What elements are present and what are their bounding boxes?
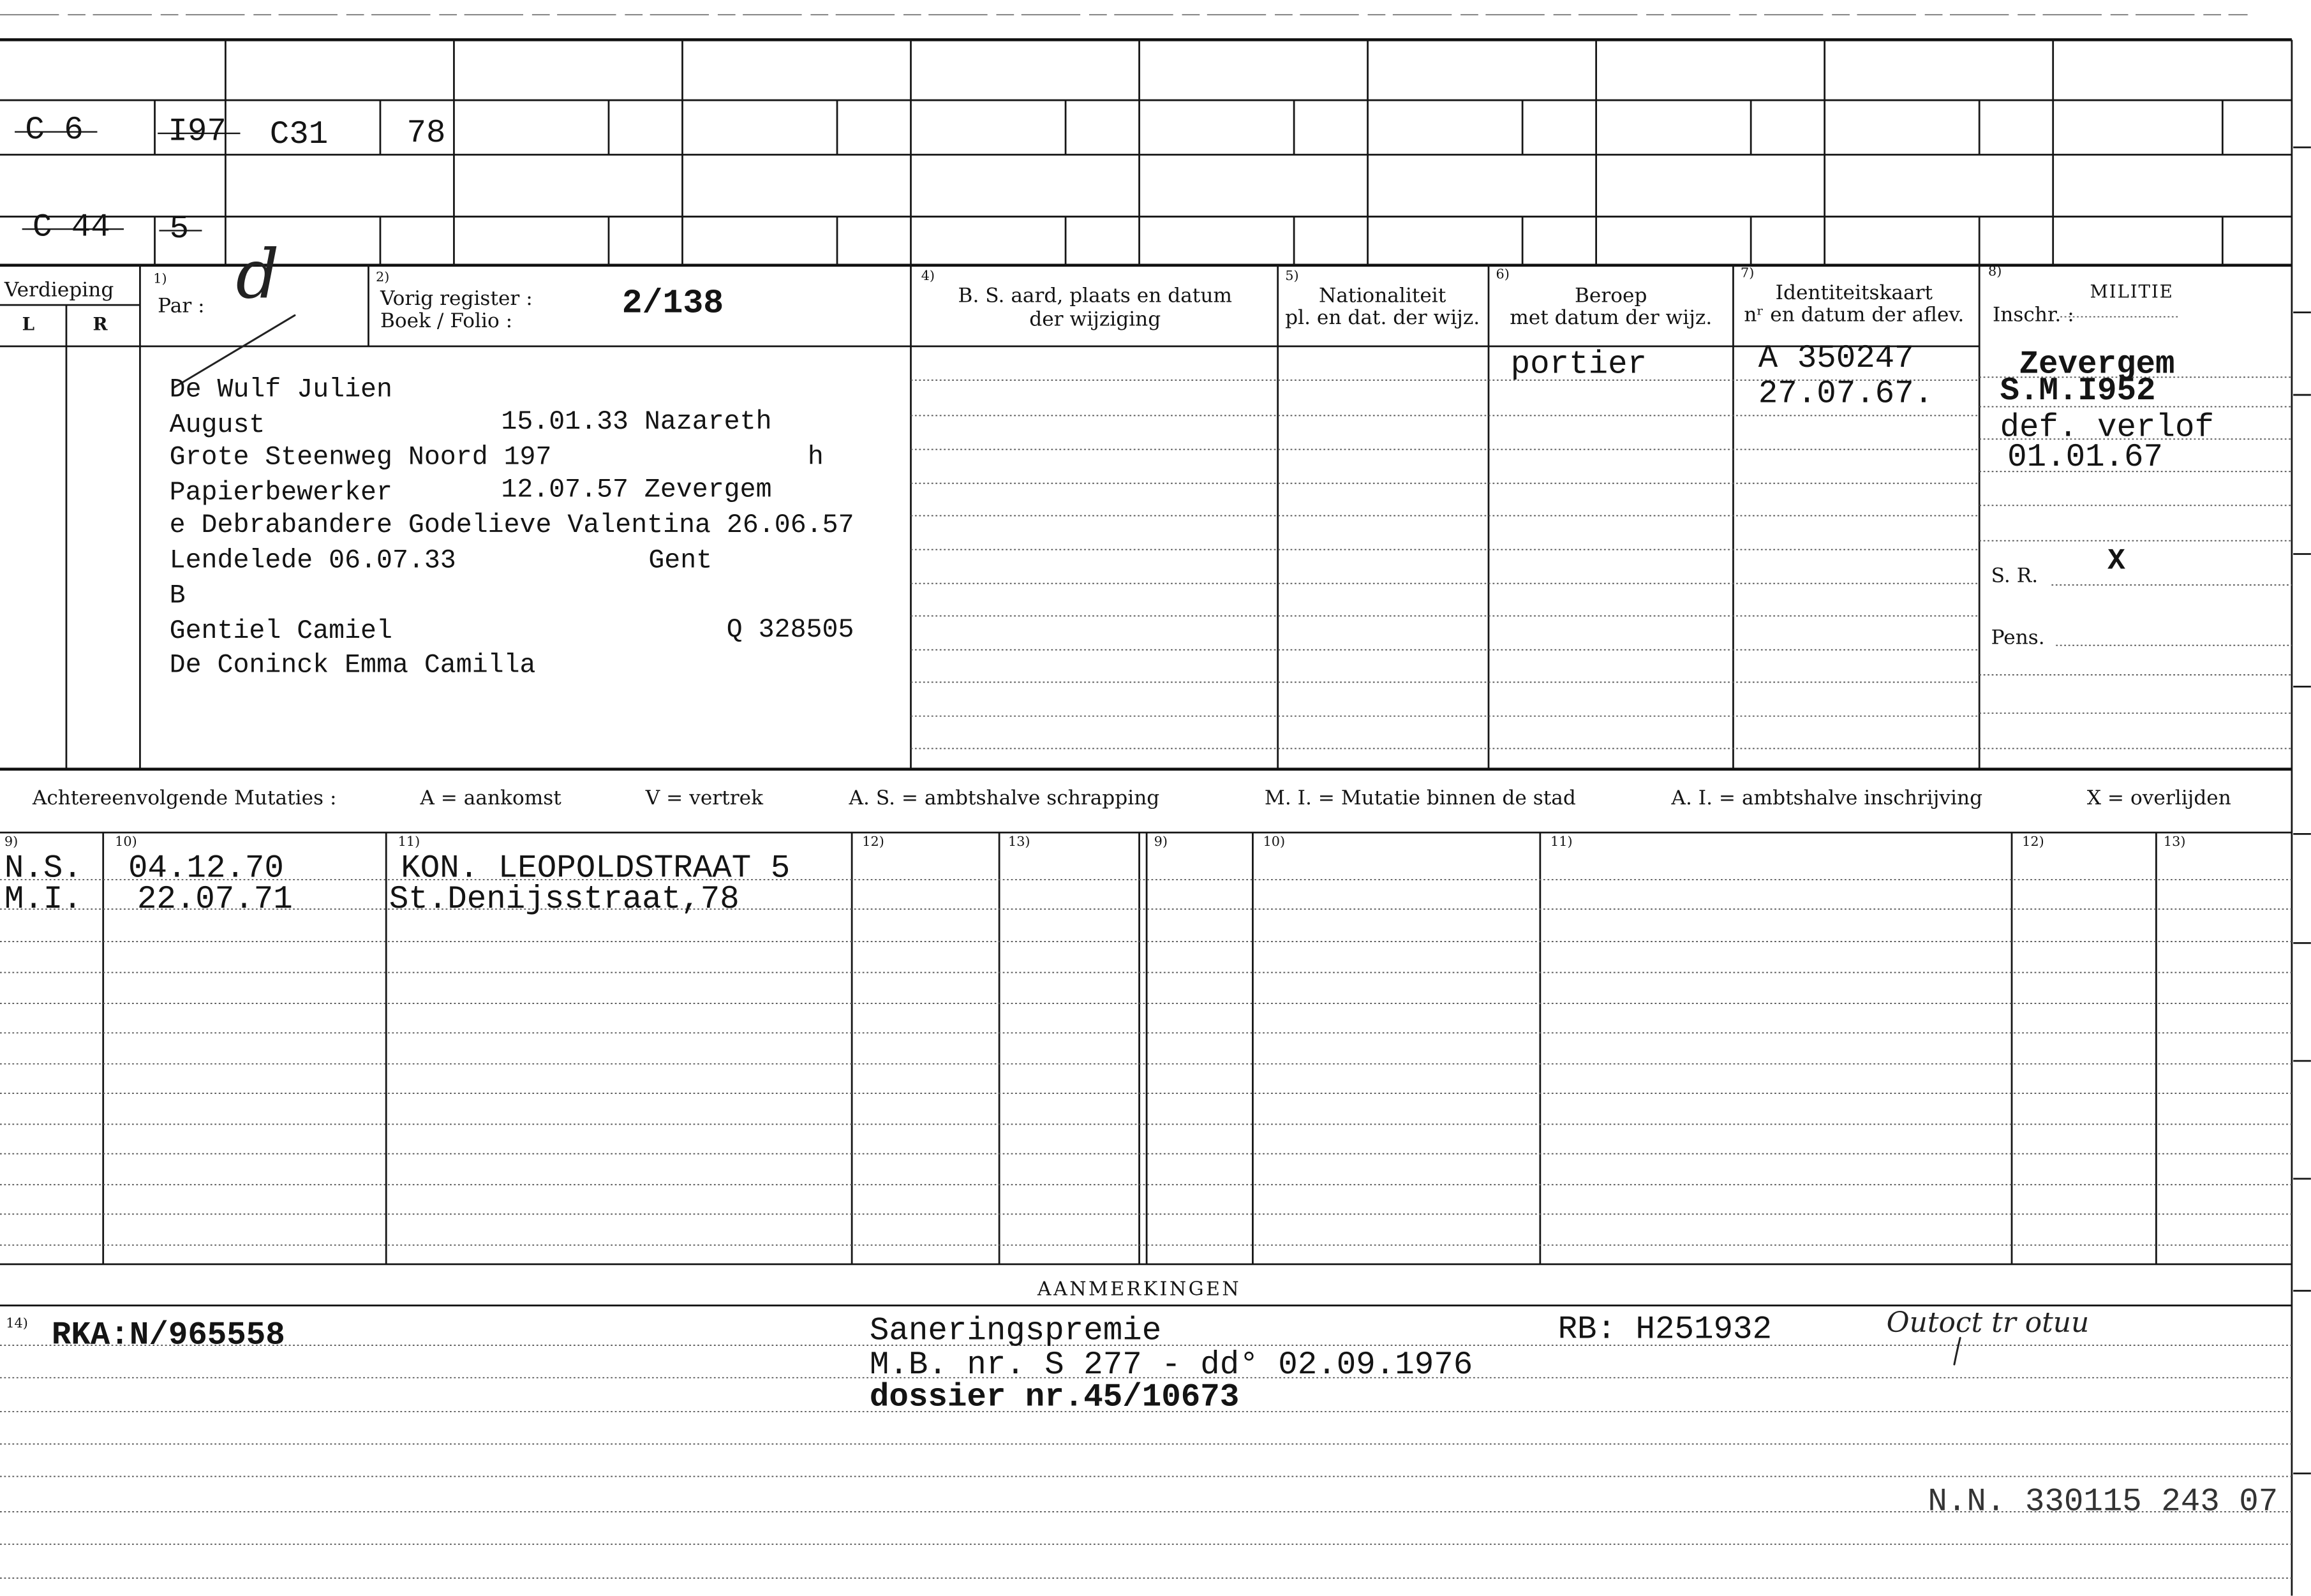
person-extra: Gent [648,546,713,577]
legend-item: V = vertrek [645,787,763,811]
legend-item: A = aankomst [420,787,561,811]
mutation-type: N.S. [4,850,82,887]
person-extra: h [807,443,824,473]
legend-item: A. I. = ambtshalve inschrijving [1671,787,1983,811]
identiteitskaart-header-line2: nʳ en datum der aflev. [1744,303,1965,327]
boek-folio-label: Boek / Folio : [380,309,513,334]
legend-item: X = overlijden [2086,787,2231,811]
militie-status: def. verlof [2000,410,2215,447]
person-line: Lendelede 06.07.33 [169,546,456,577]
vorig-register-label: Vorig register : [380,287,533,311]
column-l-label: L [22,314,35,335]
premie-line: M.B. nr. S 277 - dd° 02.09.1976 [869,1347,1473,1384]
top-grid-cell: I97 [168,113,227,151]
verdieping-label: Verdieping [4,278,114,302]
person-line: De Wulf Julien [169,376,392,406]
table-column-number: 11) [1550,835,1573,850]
table-column-number: 12) [2022,835,2044,850]
beroep-number: 6) [1496,268,1510,283]
handwritten-stroke [1954,1338,1960,1364]
top-grid-cell: 5 [169,211,189,248]
person-line: Grote Steenweg Noord 197 [169,443,552,473]
nn-number: N.N. 330115 243 07 [1928,1484,2278,1521]
person-extra: 12.07.57 Zevergem [501,476,772,506]
table-column-number: 10) [115,835,137,850]
sr-label: S. R. [1991,564,2039,588]
sr-value: X [2107,545,2125,579]
top-grid-cell: 78 [406,115,446,152]
premie-line: dossier nr.45/10673 [869,1379,1240,1416]
militie-number: 8) [1988,265,2002,280]
militie-place: Zevergem [2019,346,2175,383]
mutation-address: St.Denijsstraat,78 [389,881,739,919]
vorig-register-number: 2) [376,271,390,286]
bs-header-line2: der wijziging [1029,307,1161,332]
column-r-label: R [93,314,108,335]
par-number: 1) [153,272,167,288]
table-column-number: 9) [4,835,19,850]
militie-date: 01.01.67 [2007,439,2164,477]
person-line: Gentiel Camiel [169,617,392,647]
identiteitskaart-number: 7) [1740,267,1755,282]
nationaliteit-number: 5) [1285,269,1299,284]
table-column-number: 12) [862,835,884,850]
identiteitskaart-header-line1: Identiteitskaart [1775,281,1933,306]
top-grid-cell: C 44 [32,209,110,246]
table-column-number: 13) [1007,835,1030,850]
mutation-date: 04.12.70 [128,850,284,887]
identiteitskaart-value: A 350247 [1758,340,1914,378]
table-column-number: 10) [1263,835,1286,850]
bs-header-line1: B. S. aard, plaats en datum [958,284,1232,308]
beroep-header-line2: met datum der wijz. [1510,306,1713,330]
rb-value: RB: H251932 [1557,1311,1772,1348]
legend-item: M. I. = Mutatie binnen de stad [1264,787,1576,811]
person-line: De Coninck Emma Camilla [169,651,536,681]
vorig-register-value: 2/138 [621,284,724,323]
militie-title: MILITIE [2090,281,2174,302]
nationaliteit-header-line2: pl. en dat. der wijz. [1285,306,1480,330]
bs-number: 4) [921,269,935,284]
aanmerkingen-title: AANMERKINGEN [1037,1278,1242,1301]
person-line: B [169,582,186,612]
top-grid-cell: C31 [269,116,329,154]
mutation-type: M.I. [4,881,82,919]
beroep-value: portier [1510,346,1647,383]
table-column-number: 11) [398,835,420,850]
person-line: e Debrabandere Godelieve Valentina 26.06.57 [169,511,854,541]
person-extra: Q 328505 [726,616,854,646]
pens-label: Pens. [1991,626,2045,650]
beroep-header-line1: Beroep [1574,284,1647,308]
rka-value: RKA:N/965558 [51,1317,285,1354]
top-grid-cell: C 6 [25,112,84,149]
person-extra: 15.01.33 Nazareth [501,408,772,438]
table-column-number: 13) [2163,835,2186,850]
inschr-label: Inschr. : [1992,303,2074,327]
legend-item: A. S. = ambtshalve schrapping [849,787,1160,811]
par-label: Par : [158,294,205,318]
nationaliteit-header-line1: Nationaliteit [1319,284,1446,308]
mutation-date: 22.07.71 [137,881,293,919]
person-line: Papierbewerker [169,478,392,508]
table-column-number: 9) [1154,835,1168,850]
legend-title: Achtereenvolgende Mutaties : [32,787,337,811]
mutation-address: KON. LEOPOLDSTRAAT 5 [401,850,791,887]
person-line: August [169,411,265,441]
aanmerkingen-number: 14) [6,1317,28,1333]
handwritten-note: Outoct tr otuu [1886,1306,2090,1340]
militie-class: S.M.I952 [2000,373,2156,410]
premie-line: Saneringspremie [869,1313,1162,1350]
identiteitskaart-date: 27.07.67. [1758,376,1934,413]
par-handwritten-mark: d [235,234,279,314]
